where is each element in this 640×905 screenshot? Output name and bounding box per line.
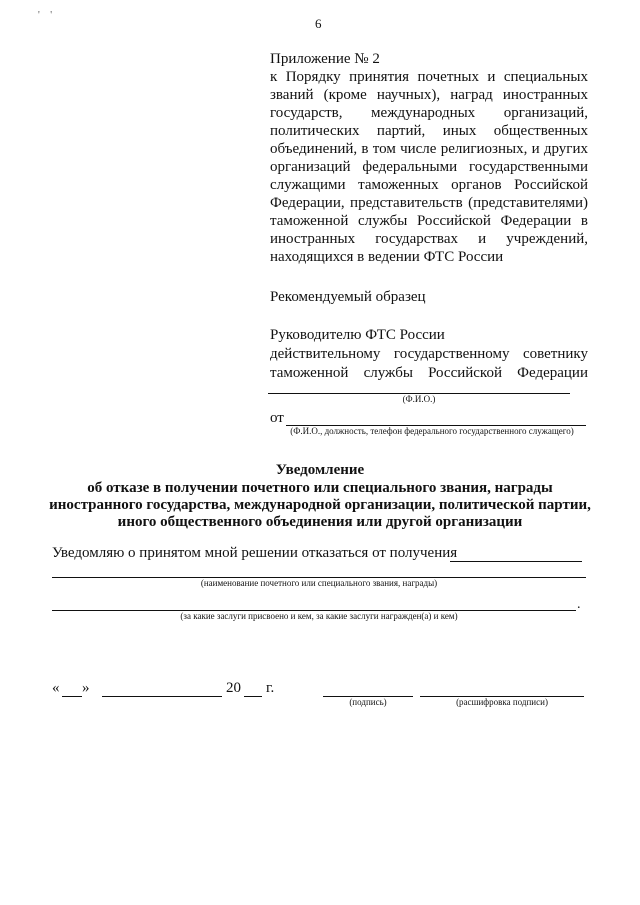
day-field-line[interactable] — [62, 696, 82, 697]
page-number: 6 — [315, 16, 322, 31]
statement-field-line[interactable] — [450, 561, 582, 562]
statement-text: Уведомляю о принятом мной решении отказаться от получения — [52, 545, 458, 561]
year-prefix: 20 — [226, 680, 241, 696]
award-name-caption: (наименование почетного или специального звания, награды) — [200, 578, 438, 588]
from-label: от — [270, 410, 284, 426]
addressee-line-2: действительному государственному советнику — [270, 346, 588, 362]
year-suffix: г. — [266, 680, 275, 696]
appendix-block — [270, 50, 588, 266]
month-field-line[interactable] — [102, 696, 222, 697]
fio-caption: (Ф.И.О.) — [402, 394, 436, 404]
merit-caption: (за какие заслуги присвоено и кем, за какие заслуги награжден(а) и кем) — [180, 611, 458, 621]
addressee-block — [270, 326, 588, 383]
date-close-quote: » — [82, 680, 90, 696]
from-caption: (Ф.И.О., должность, телефон федерального государственного служащего) — [290, 426, 574, 436]
scan-marks: ' ' — [38, 10, 57, 21]
signature-decoding-caption: (расшифровка подписи) — [456, 697, 548, 707]
sample-label: Рекомендуемый образец — [270, 289, 426, 305]
addressee-line-3: таможенной службы Российской Федерации — [270, 365, 588, 381]
signature-caption: (подпись) — [349, 697, 387, 707]
notice-heading: Уведомление — [275, 462, 365, 478]
appendix-title: Приложение № 2 — [270, 51, 380, 67]
notice-title-block — [40, 462, 600, 531]
notice-subtitle-line-2: иностранного государства, международной организации, политической партии, — [49, 497, 591, 513]
date-open-quote: « — [52, 680, 60, 696]
year-field-line[interactable] — [244, 696, 262, 697]
appendix-body: к Порядку принятия почетных и специальных званий (кроме научных), наград иностранных государств, международных организаций, политических партий, иных общественных объединений, в том числе религиозных, и других организаций федеральными государственными служащими таможенных органов Российской Федерации, представительств (представителями) таможенной службы Российской Федерации в иностранных государствах и учреждений, находящихся в ведении ФТС России — [270, 69, 588, 265]
period-mark: . — [577, 597, 581, 612]
notice-subtitle-line-3: иного общественного объединения или другой организации — [117, 514, 523, 530]
notice-subtitle-line-1: об отказе в получении почетного или специального звания, награды — [87, 480, 553, 496]
addressee-line-1: Руководителю ФТС России — [270, 327, 445, 343]
